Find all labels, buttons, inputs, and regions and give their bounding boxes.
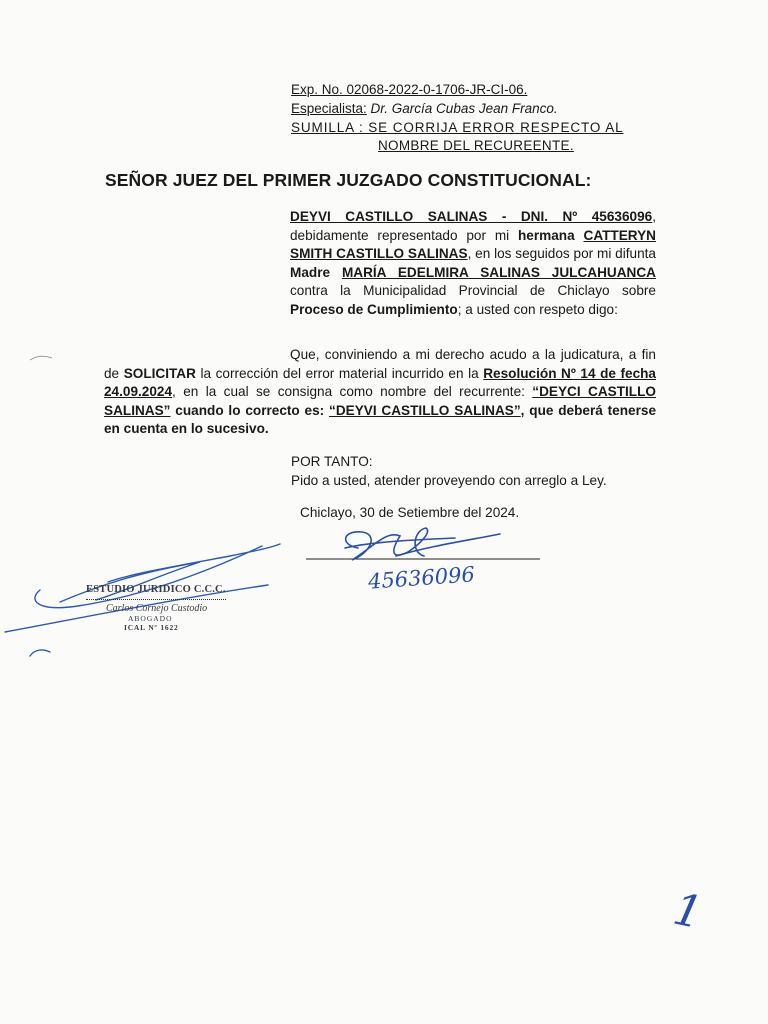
recurrent-signature (345, 528, 500, 560)
handwritten-dni: 45636096 (367, 562, 476, 594)
margin-mark (30, 356, 52, 360)
especialista-line: Especialista: Dr. García Cubas Jean Franco. (291, 101, 558, 116)
intro-paragraph: DEYVI CASTILLO SALINAS - DNI. Nº 45636096, debidamente representado por mi hermana CATTERYN SMITH CASTILLO SALINAS, en los seguidos por mi difunta Madre MARÍA EDELMIRA SALINAS JULCAHUANCA contra la Municipalidad Provincial de Chiclayo sobre Proceso de Cumplimiento; a usted con respeto digo: (290, 209, 656, 317)
handwritten-page-number: 1 (669, 883, 707, 940)
por-tanto-heading: POR TANTO: (291, 454, 373, 469)
expediente-number: Exp. No. 02068-2022-0-1706-JR-CI-06. (291, 82, 528, 97)
closing-request: Pido a usted, atender proveyendo con arreglo a Ley. (291, 472, 607, 488)
sumilla-line-1: SUMILLA : SE CORRIJA ERROR RESPECTO AL (291, 120, 624, 135)
lawyer-stamp: ESTUDIO JURIDICO C.C.C. Carlos Cornejo Custodio ABOGADO ICAL Nº 1622 (86, 584, 226, 632)
sumilla-line-2: NOMBRE DEL RECUREENTE. (378, 138, 574, 153)
document-title: SEÑOR JUEZ DEL PRIMER JUZGADO CONSTITUCIONAL: (105, 170, 592, 190)
document-date: Chiclayo, 30 de Setiembre del 2024. (300, 505, 520, 520)
body-paragraph: Que, conviniendo a mi derecho acudo a la judicatura, a fin de SOLICITAR la corrección del error material incurrido en la Resolución Nº 14 de fecha 24.09.2024, en la cual se consigna como nombre del recurrente: “DEYCI CASTILLO SALINAS” cuando lo correcto es: “DEYVI CASTILLO SALINAS”, que deberá tenerse en cuenta en lo sucesivo. (104, 347, 657, 437)
